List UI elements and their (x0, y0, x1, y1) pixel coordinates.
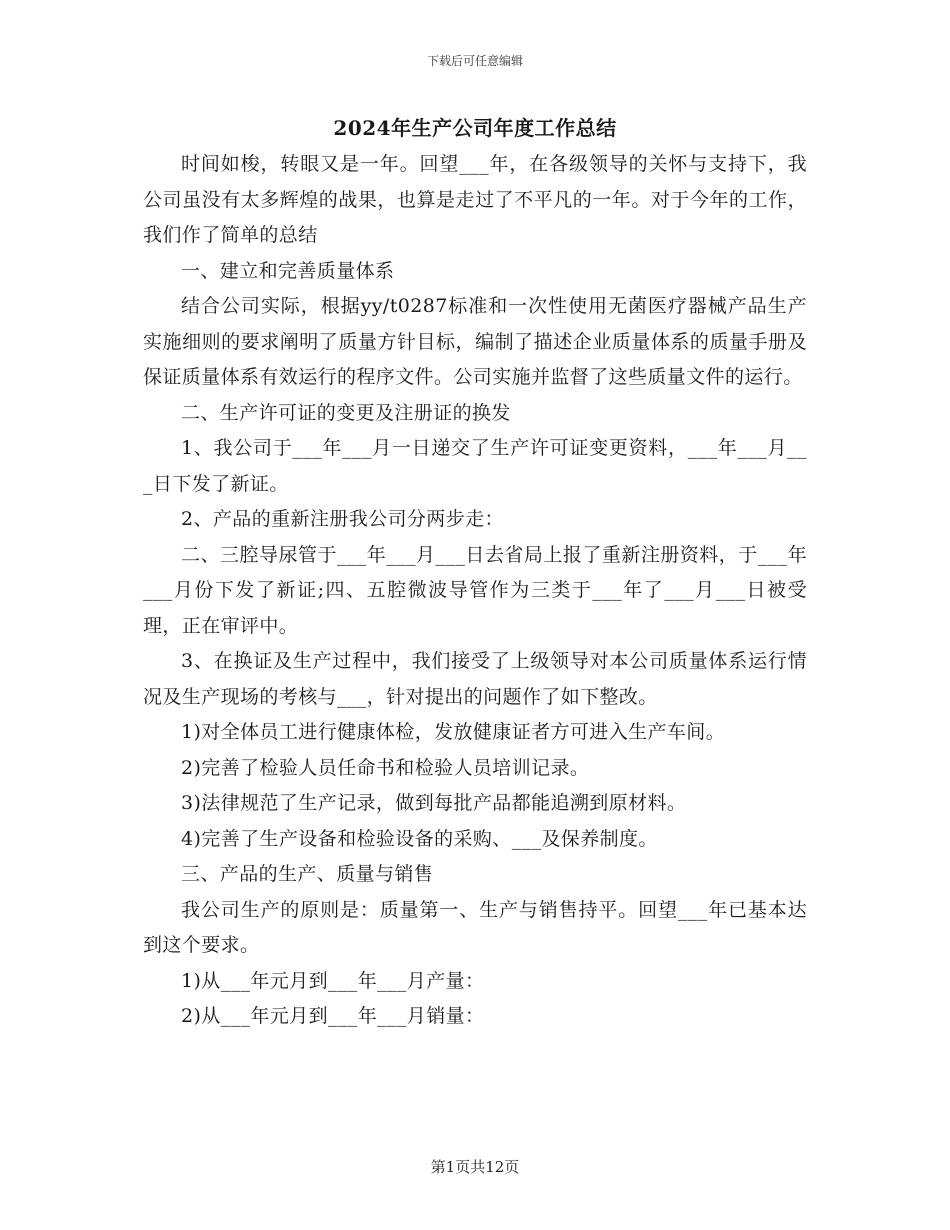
list-item: 1)从___年元月到___年___月产量： (181, 969, 485, 992)
document-title: 2024年生产公司年度工作总结 (333, 116, 617, 140)
paragraph: 2、产品的重新注册我公司分两步走： (181, 508, 504, 530)
section-heading-2: 二、生产许可证的变更及注册证的换发 (181, 401, 511, 424)
paragraph: 结合公司实际，根据yy/t0287标准和一次性使用无菌医疗器械产品生产实施细则的要求阐明了质量方针目标，编制了描述企业质量体系的质量手册及保证质量体系有效运行的程序文件。公司实施并监督了这些质量文件的运行。 (143, 295, 807, 388)
paragraph: 二、三腔导尿管于___年___月___日去省局上报了重新注册资料，于___年___月份下发了新证;四、五腔微波导管作为三类于___年了___月___日被受理，正在审评中。 (143, 543, 807, 637)
paragraph-intro: 时间如梭，转眼又是一年。回望___年，在各级领导的关怀与支持下，我公司虽没有太多辉煌的战果，也算是走过了不平凡的一年。对于今年的工作，我们作了简单的总结 (143, 153, 807, 246)
list-item: 4)完善了生产设备和检验设备的采购、___及保养制度。 (181, 827, 658, 850)
list-item: 1)对全体员工进行健康体检，发放健康证者方可进入生产车间。 (181, 721, 726, 743)
paragraph: 我公司生产的原则是：质量第一、生产与销售持平。回望___年已基本达到这个要求。 (143, 898, 807, 956)
document-body (143, 147, 807, 1035)
list-item: 2)从___年元月到___年___月销量： (181, 1005, 485, 1027)
page-number-footer: 第1页共12页 (430, 1158, 520, 1176)
header-note: 下载后可任意编辑 (426, 54, 523, 68)
section-heading-1: 一、建立和完善质量体系 (181, 259, 395, 282)
list-item: 3)法律规范了生产记录，做到每批产品都能追溯到原材料。 (181, 792, 687, 814)
paragraph: 3、在换证及生产过程中，我们接受了上级领导对本公司质量体系运行情况及生产现场的考核与___，针对提出的问题作了如下整改。 (143, 650, 807, 708)
paragraph: 1、我公司于___年___月一日递交了生产许可证变更资料，___年___月___日下发了新证。 (143, 437, 807, 495)
list-item: 2)完善了检验人员任命书和检验人员培训记录。 (181, 756, 590, 779)
section-heading-3: 三、产品的生产、质量与销售 (181, 863, 434, 885)
